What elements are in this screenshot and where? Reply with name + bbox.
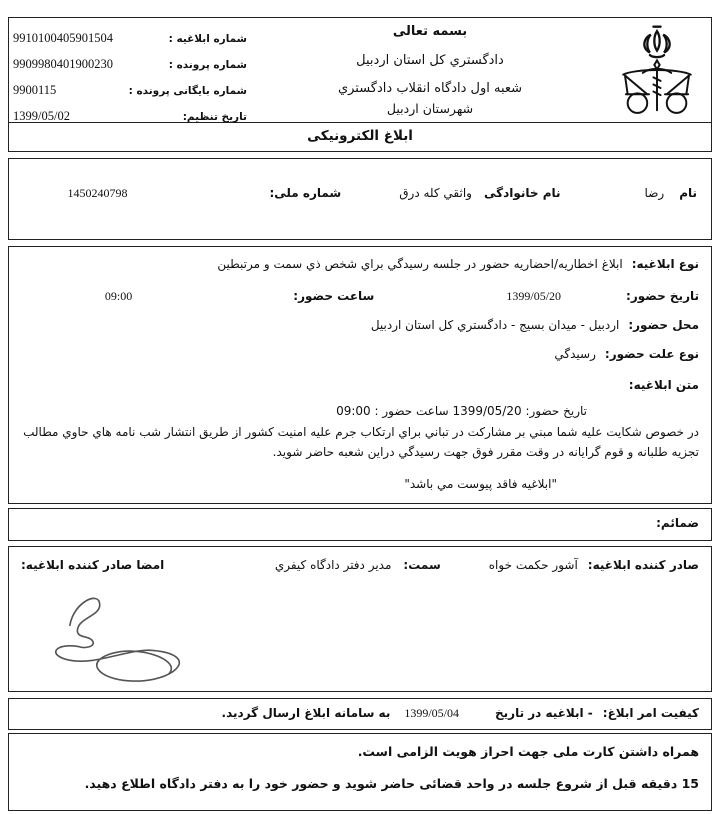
org-name: دادگستري کل استان اردبیل [356,53,504,68]
ref-value: 9909980401900230 [13,57,113,71]
role-label: سمت: [403,558,441,572]
location-value: اردبیل - میدان بسیج - دادگستري کل استان اردبیل [370,318,620,332]
body-label-row [21,376,699,395]
ref-row-archive-no [9,83,247,109]
issuer-row [21,556,699,575]
document-title: ابلاغ الکترونیکی [9,122,711,151]
delivery-label: کیفیت امر ابلاغ: [602,706,699,720]
person-section [8,158,712,240]
notification-type-value: ابلاغ اخطاریه/احضاریه حضور در جلسه رسیدگي براي شخص ذي سمت و مرتبطین [217,257,623,271]
besmele-text: بسمه تعالی [392,24,468,39]
footer-notes-section [8,733,712,811]
delivery-section [8,698,712,730]
ref-label: تاریخ تنظیم: [182,111,247,123]
last-name-label: نام خانوادگی [483,186,561,200]
reason-row [21,345,699,364]
last-name-value: واثقي کله درق [399,186,472,200]
location-row [21,316,699,335]
hearing-time-value: 09:00 [104,289,133,303]
court-info [257,18,603,122]
ref-value: 1399/05/02 [13,109,70,123]
hearing-datetime-row [21,287,699,306]
ref-value: 9900115 [13,83,57,97]
ref-row-notification-no [9,31,247,57]
notification-type-label: نوع ابلاغیه: [631,257,699,271]
ref-label: شماره پرونده : [168,59,247,71]
body-text: در خصوص شکایت علیه شما مبني بر مشارکت در تباني براي ارتکاب جرم علیه امنیت کشور از طریق انتشار شب نامه هاي حاوي مطالب تجزیه طلبانه و قوم گرایانه در وقت مقرر فوق جهت رسیدگي دراین شعبه حاضر شوید. [23,425,699,459]
notification-type-row [21,255,699,274]
reason-value: رسیدگي [554,347,596,361]
attachment-note: "ابلاغیه فاقد پیوست مي باشد" [404,477,557,491]
ref-label: شماره بایگانی پرونده : [128,85,247,97]
delivery-suffix: به سامانه ابلاغ ارسال گردید. [221,706,391,720]
body-label: متن ابلاغیه: [628,378,699,392]
judiciary-emblem-icon [617,24,697,124]
city-name: شهرستان اردبیل [386,101,474,116]
issuer-name: آشور حکمت خواه [488,558,578,572]
first-name-value: رضا [644,186,665,200]
branch-name: شعبه اول دادگاه انقلاب دادگستري [337,81,523,96]
logo-cell [603,18,711,122]
header-row [9,18,711,122]
footer-note-2: 15 دقیقه قبل از شروع جلسه در واحد قضائی حاضر شوید و حضور خود را به دفتر دادگاه اطلاع دهید. [84,776,699,791]
signature-label: امضا صادر کننده ابلاغیه: [21,558,165,572]
ref-row-case-no [9,57,247,83]
ref-label: شماره ابلاغیه : [168,33,247,45]
ref-row-issue-date [9,109,247,135]
ref-value: 9910100405901504 [13,31,113,45]
hearing-date-value: 1399/05/20 [506,289,562,303]
signature-image [35,581,203,690]
attachments-label: ضمائم: [656,516,699,530]
role-value: مدیر دفتر دادگاه کیفري [274,558,392,572]
hearing-time-label: ساعت حضور: [293,289,375,303]
national-id-value: 1450240798 [67,186,128,200]
delivery-date: 1399/05/04 [404,706,460,720]
hearing-date-label: تاریخ حضور: [626,289,699,303]
details-section [8,246,712,504]
reason-label: نوع علت حضور: [604,347,699,361]
location-label: محل حضور: [628,318,699,332]
footer-note-1: همراه داشتن کارت ملی جهت احراز هویت الزامی است. [357,744,699,759]
national-id-label: شماره ملی: [269,186,342,200]
header-section [8,17,712,152]
delivery-prefix: - ابلاغیه در تاریخ [495,706,593,720]
body-header-line: تاریخ حضور: 1399/05/20 ساعت حضور : 09:00 [336,404,587,418]
issuer-label: صادر کننده ابلاغیه: [587,558,699,572]
issuer-section [8,546,712,692]
first-name-label: نام [679,186,697,200]
attachments-section [8,508,712,541]
reference-numbers [9,18,257,122]
